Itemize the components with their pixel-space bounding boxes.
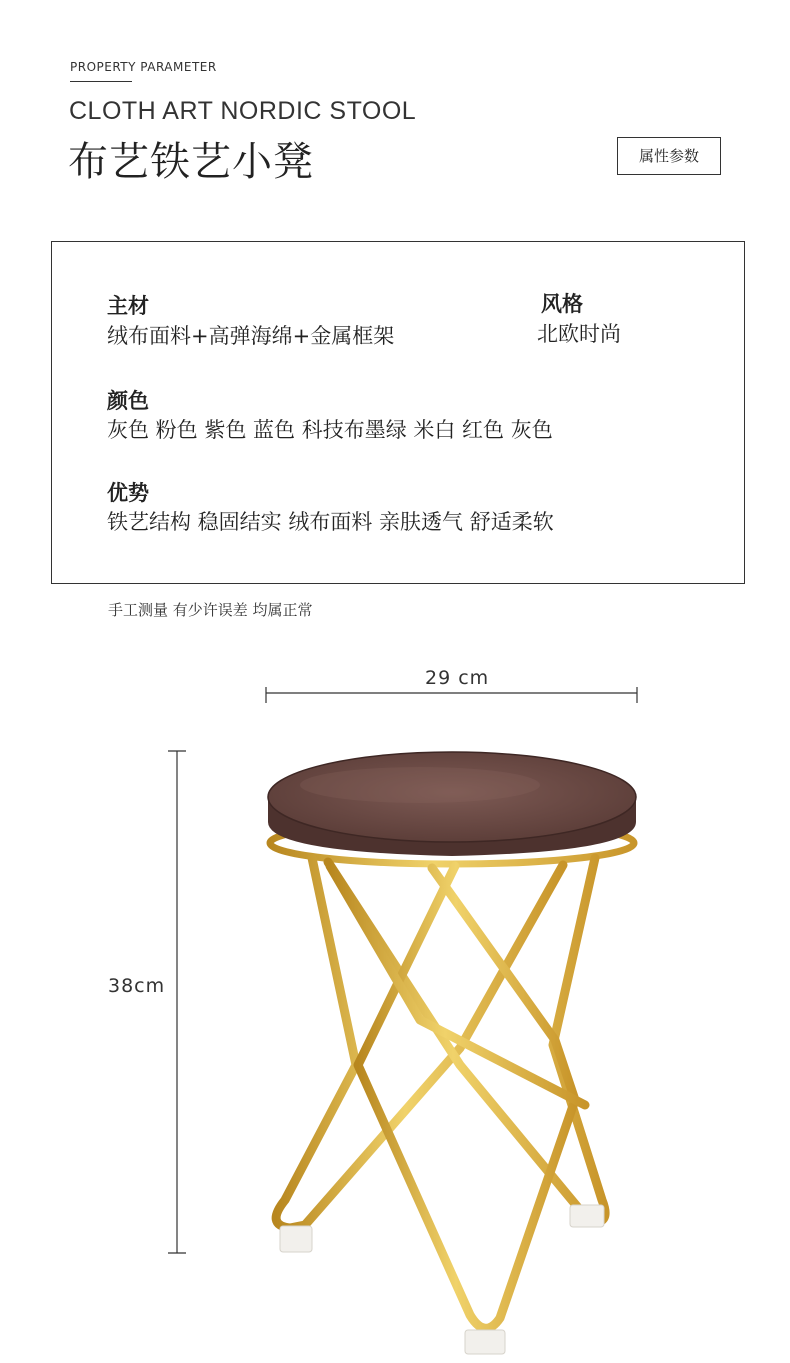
stool-frame [270, 822, 634, 1328]
param-button[interactable]: 属性参数 [617, 137, 721, 175]
style-label: 风格 [541, 292, 583, 316]
stool-seat [268, 752, 636, 856]
advantage-value: 铁艺结构 稳固结实 绒布面料 亲肤透气 舒适柔软 [107, 510, 554, 534]
advantage-label: 优势 [107, 481, 149, 505]
color-label: 颜色 [107, 389, 149, 413]
width-dimension-label: 29 cm [425, 667, 490, 689]
height-dimension-label: 38cm [108, 975, 166, 997]
stool-feet [280, 1205, 604, 1354]
material-label: 主材 [107, 294, 149, 318]
width-dimension-line [266, 687, 637, 703]
style-value: 北欧时尚 [537, 322, 621, 346]
title-en: CLOTH ART NORDIC STOOL [69, 97, 417, 125]
material-value: 绒布面料+高弹海绵+金属框架 [107, 324, 395, 348]
color-value: 灰色 粉色 紫色 蓝色 科技布墨绿 米白 红色 灰色 [107, 418, 553, 442]
measurement-note: 手工测量 有少许误差 均属正常 [108, 601, 313, 619]
title-cn: 布艺铁艺小凳 [68, 139, 314, 185]
subtitle-en: PROPERTY PARAMETER [70, 60, 217, 74]
height-dimension-line [168, 751, 186, 1253]
